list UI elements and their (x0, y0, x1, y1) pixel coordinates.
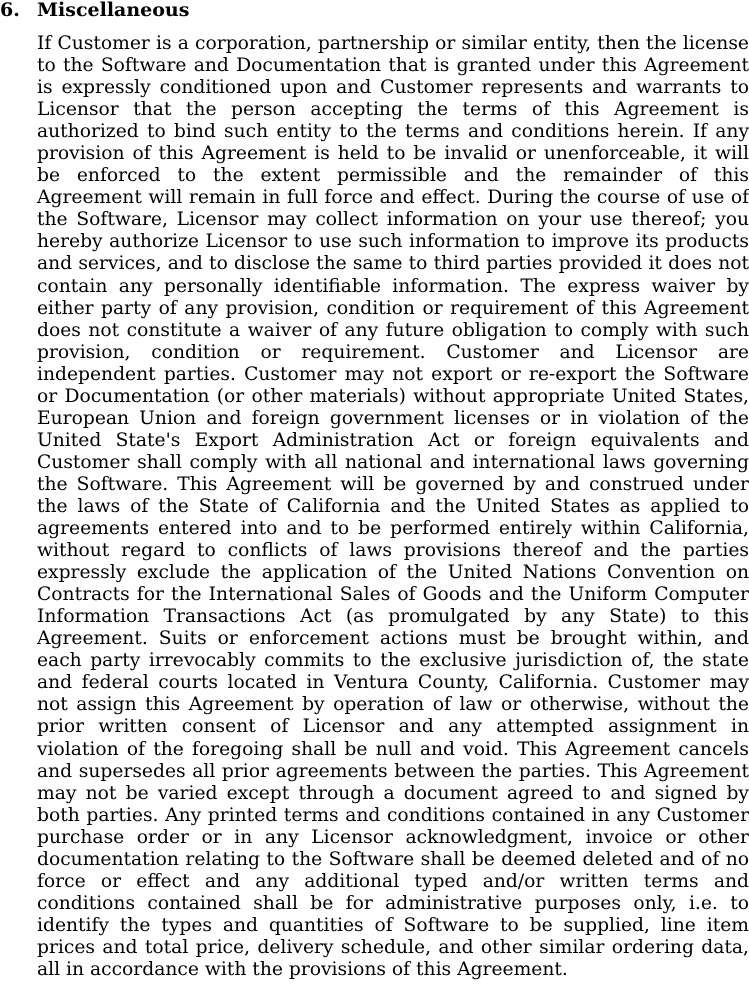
section-heading (0, 0, 189, 22)
section-body-paragraph: If Customer is a corporation, partnership or similar entity, then the license to the Software and Documentation that is granted under this Agreement is expressly conditioned upon and Customer represents and warrants to Licensor that the person accepting the terms of this Agreement is authorized to bind such entity to the terms and conditions herein. If any provision of this Agreement is held to be invalid or unenforceable, it will be enforced to the extent permissible and the remainder of this Agreement will remain in full force and effect. During the course of use of the Software, Licensor may collect information on your use thereof; you hereby authorize Licensor to use such information to improve its products and services, and to disclose the same to third parties provided it does not contain any personally identifiable information. The express waiver by either party of any provision, condition or requirement of this Agreement does not constitute a waiver of any future obligation to comply with such provision, condition or requirement. Customer and Licensor are independent parties. Customer may not export or re-export the Software or Documentation (or other materials) without appropriate United States, European Union and foreign government licenses or in violation of the United State's Export Administration Act or foreign equivalents and Customer shall comply with all national and international laws governing the Software. This Agreement will be governed by and construed under the laws of the State of California and the United States as applied to agreements entered into and to be performed entirely within California, without regard to conflicts of laws provisions thereof and the parties expressly exclude the application of the United Nations Convention on Contracts for the International Sales of Goods and the Uniform Computer Information Transactions Act (as promulgated by any State) to this Agreement. Suits or enforcement actions must be brought within, and each party irrevocably commits to the exclusive jurisdiction of, the state and federal courts located in Ventura County, California. Customer may not assign this Agreement by operation of law or otherwise, without the prior written consent of Licensor and any attempted assignment in violation of the foregoing shall be null and void. This Agreement cancels and supersedes all prior agreements between the parties. This Agreement may not be varied except through a document agreed to and signed by both parties. Any printed terms and conditions contained in any Customer purchase order or in any Licensor acknowledgment, invoice or other documentation relating to the Software shall be deemed deleted and of no force or effect and any additional typed and/or written terms and conditions contained shall be for administrative purposes only, i.e. to identify the types and quantities of Software to be supplied, line item prices and total price, delivery schedule, and other similar ordering data, all in accordance with the provisions of this Agreement. (37, 33, 749, 980)
section-number: 6. (0, 0, 20, 21)
section-title: Miscellaneous (37, 0, 190, 21)
